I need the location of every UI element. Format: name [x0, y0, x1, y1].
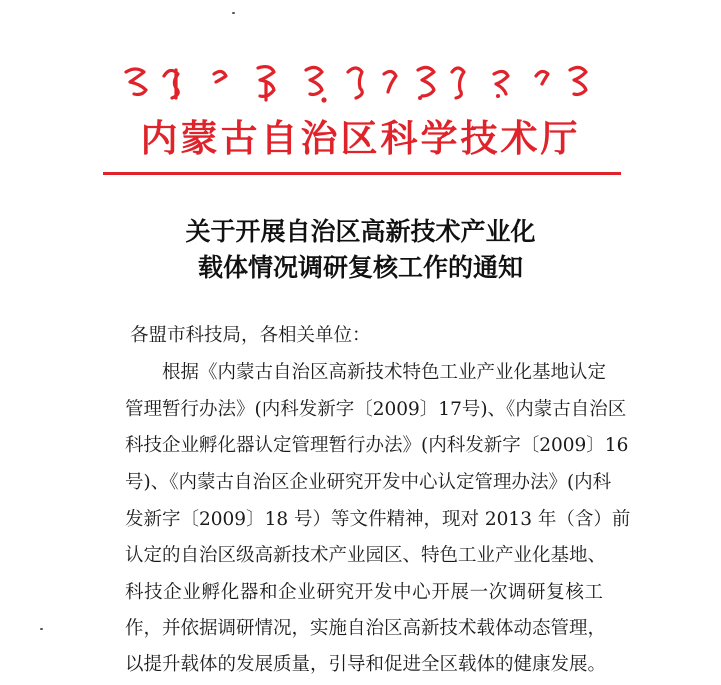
- body-line: 认定的自治区级高新技术产业园区、特色工业产业化基地、: [125, 545, 607, 566]
- body-line: 发新字〔2009〕18 号）等文件精神，现对 2013 年（含）前: [125, 509, 631, 530]
- document-title-line-1: 关于开展自治区高新技术产业化: [185, 217, 536, 246]
- scan-speck: [40, 628, 43, 630]
- body-line: 科技企业孵化器和企业研究开发中心开展一次调研复核工: [125, 582, 603, 603]
- body-line: 以提升载体的发展质量，引导和促进全区载体的健康发展。: [125, 654, 607, 675]
- body-line: 科技企业孵化器认定管理暂行办法》(内科发新字〔2009〕16: [125, 435, 629, 456]
- salutation: 各盟市科技局，各相关单位：: [130, 325, 371, 346]
- red-header-divider: [103, 172, 621, 175]
- body-line: 号)、《内蒙古自治区企业研究开发中心认定管理办法》(内科: [125, 472, 612, 493]
- body-line: 根据《内蒙古自治区高新技术特色工业产业化基地认定: [162, 362, 607, 383]
- organization-name: 内蒙古自治区科学技术厅: [140, 116, 581, 160]
- body-line: 作，并依据调研情况，实施自治区高新技术载体动态管理，: [125, 618, 607, 639]
- mongolian-script-logo: [118, 58, 602, 106]
- body-line: 管理暂行办法》(内科发新字〔2009〕17号)、《内蒙古自治区: [125, 399, 627, 420]
- document-title-line-2: 载体情况调研复核工作的通知: [197, 253, 523, 282]
- mongolian-script-header: [118, 58, 602, 106]
- scan-speck: [232, 12, 235, 14]
